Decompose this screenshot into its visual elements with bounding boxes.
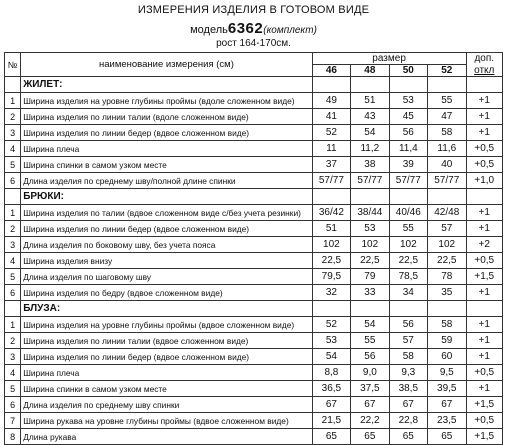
size-value: 38 [351, 157, 389, 173]
model-line [0, 20, 507, 37]
table-row [5, 397, 503, 413]
size-value: 22,2 [351, 413, 389, 429]
section-num-cell [5, 189, 21, 205]
size-value: 54 [351, 317, 389, 333]
section-empty-cell [389, 301, 427, 317]
size-value: 65 [428, 429, 466, 445]
table-row [5, 93, 503, 109]
col-header-dop: доп. [466, 53, 502, 65]
measurement-name: Ширина спинки в самом узком месте [21, 381, 312, 397]
size-value: 22,5 [389, 253, 427, 269]
section-empty-cell [466, 77, 502, 93]
section-empty-cell [351, 189, 389, 205]
row-number: 2 [5, 109, 21, 125]
size-value: 58 [428, 317, 466, 333]
size-value: 57/77 [428, 173, 466, 189]
section-num-cell [5, 301, 21, 317]
size-value: 51 [312, 221, 350, 237]
size-value: 67 [351, 397, 389, 413]
measurement-name: Длина рукава [21, 429, 312, 445]
row-number: 1 [5, 93, 21, 109]
size-value: 32 [312, 285, 350, 301]
row-number: 7 [5, 413, 21, 429]
col-header-num: № [5, 53, 21, 77]
col-header-name: наименование измерения (см) [21, 53, 312, 77]
size-value: 36/42 [312, 205, 350, 221]
size-value: 55 [351, 333, 389, 349]
measurement-name: Длина изделия по среднему шву/полной длине спинки [21, 173, 312, 189]
row-number: 3 [5, 237, 21, 253]
size-value: 21,5 [312, 413, 350, 429]
tolerance-value: +1 [466, 205, 502, 221]
table-row [5, 333, 503, 349]
measurement-name: Ширина плеча [21, 365, 312, 381]
size-value: 11,2 [351, 141, 389, 157]
size-value: 78 [428, 269, 466, 285]
size-value: 47 [428, 109, 466, 125]
section-empty-cell [466, 301, 502, 317]
size-value: 33 [351, 285, 389, 301]
size-value: 43 [351, 109, 389, 125]
measurement-name: Ширина изделия по линии талии (вдвое сложенном виде) [21, 333, 312, 349]
measurement-name: Длина изделия по боковому шву, без учета пояса [21, 237, 312, 253]
size-value: 37 [312, 157, 350, 173]
section-empty-cell [312, 77, 350, 93]
table-row [5, 221, 503, 237]
measurement-name: Ширина изделия по талии (вдвое сложенном виде с/без учета резинки) [21, 205, 312, 221]
table-row [5, 269, 503, 285]
row-number: 1 [5, 205, 21, 221]
table-row [5, 237, 503, 253]
table-row [5, 157, 503, 173]
tolerance-value: +0,5 [466, 253, 502, 269]
measurement-name: Ширина рукава на уровне глубины проймы (вдвое сложенном виде) [21, 413, 312, 429]
table-row [5, 365, 503, 381]
table-row [5, 317, 503, 333]
table-row [5, 125, 503, 141]
tolerance-value: +1 [466, 109, 502, 125]
size-value: 22,5 [428, 253, 466, 269]
tolerance-value: +0,5 [466, 365, 502, 381]
size-value: 36,5 [312, 381, 350, 397]
size-header: 50 [389, 65, 427, 77]
size-value: 38/44 [351, 205, 389, 221]
table-row [5, 285, 503, 301]
tolerance-value: +1 [466, 381, 502, 397]
size-value: 60 [428, 349, 466, 365]
size-value: 56 [351, 349, 389, 365]
size-value: 67 [428, 397, 466, 413]
size-value: 57 [428, 221, 466, 237]
size-value: 39 [389, 157, 427, 173]
size-value: 51 [351, 93, 389, 109]
table-row [5, 381, 503, 397]
section-empty-cell [389, 189, 427, 205]
size-value: 79,5 [312, 269, 350, 285]
tolerance-value: +1,5 [466, 429, 502, 445]
measurements-table [4, 52, 503, 445]
tolerance-value: +1,5 [466, 397, 502, 413]
size-value: 40/46 [389, 205, 427, 221]
row-number: 8 [5, 429, 21, 445]
size-value: 45 [389, 109, 427, 125]
measurement-name: Ширина изделия на уровне глубины проймы (вдвое сложенном виде) [21, 317, 312, 333]
size-value: 42/48 [428, 205, 466, 221]
row-number: 3 [5, 349, 21, 365]
size-value: 65 [389, 429, 427, 445]
size-value: 52 [312, 125, 350, 141]
section-empty-cell [428, 189, 466, 205]
size-value: 59 [428, 333, 466, 349]
tolerance-value: +1 [466, 317, 502, 333]
col-header-size: размер [312, 53, 466, 65]
table-row [5, 141, 503, 157]
model-number: 6362 [227, 20, 264, 37]
document-title: ИЗМЕРЕНИЯ ИЗДЕЛИЯ В ГОТОВОМ ВИДЕ [137, 4, 370, 16]
tolerance-value: +1 [466, 285, 502, 301]
row-number: 4 [5, 141, 21, 157]
size-value: 57 [389, 333, 427, 349]
size-value: 35 [428, 285, 466, 301]
size-value: 58 [389, 349, 427, 365]
measurement-name: Длина изделия по шаговому шву [21, 269, 312, 285]
measurement-name: Ширина изделия внизу [21, 253, 312, 269]
row-number: 5 [5, 269, 21, 285]
size-value: 9,5 [428, 365, 466, 381]
measurement-name: Ширина спинки в самом узком месте [21, 157, 312, 173]
size-value: 67 [389, 397, 427, 413]
section-row [5, 189, 503, 205]
size-value: 65 [312, 429, 350, 445]
size-value: 39,5 [428, 381, 466, 397]
section-row [5, 301, 503, 317]
tolerance-value: +2 [466, 237, 502, 253]
size-value: 41 [312, 109, 350, 125]
col-header-dop2: откл [466, 65, 502, 77]
size-value: 102 [312, 237, 350, 253]
size-value: 37,5 [351, 381, 389, 397]
size-value: 11 [312, 141, 350, 157]
measurement-name: Ширина изделия по линии бедер (вдвое сложенном виде) [21, 125, 312, 141]
size-value: 9,0 [351, 365, 389, 381]
table-row [5, 205, 503, 221]
section-empty-cell [466, 189, 502, 205]
size-value: 9,3 [389, 365, 427, 381]
size-value: 22,5 [351, 253, 389, 269]
size-value: 34 [389, 285, 427, 301]
table-row [5, 109, 503, 125]
tolerance-value: +1,5 [466, 269, 502, 285]
size-value: 58 [428, 125, 466, 141]
section-title: БЛУЗА: [21, 301, 312, 317]
size-value: 23,5 [428, 413, 466, 429]
size-value: 55 [428, 93, 466, 109]
measurement-name: Ширина изделия по линии бедер (вдвое сложенном виде) [21, 349, 312, 365]
size-value: 22,8 [389, 413, 427, 429]
row-number: 6 [5, 173, 21, 189]
table-row [5, 173, 503, 189]
tolerance-value: +1,0 [466, 173, 502, 189]
size-value: 53 [389, 93, 427, 109]
size-value: 49 [312, 93, 350, 109]
size-value: 54 [312, 349, 350, 365]
size-value: 56 [389, 125, 427, 141]
row-number: 3 [5, 125, 21, 141]
row-number: 2 [5, 333, 21, 349]
model-suffix: (комплект) [263, 25, 317, 36]
size-value: 55 [389, 221, 427, 237]
size-value: 57/77 [312, 173, 350, 189]
size-value: 65 [351, 429, 389, 445]
table-row [5, 413, 503, 429]
tolerance-value: +1 [466, 349, 502, 365]
section-empty-cell [351, 77, 389, 93]
measurement-name: Ширина изделия по линии талии (вдоле сложенном виде) [21, 109, 312, 125]
row-number: 1 [5, 317, 21, 333]
section-empty-cell [428, 77, 466, 93]
row-number: 5 [5, 157, 21, 173]
section-empty-cell [428, 301, 466, 317]
table-row [5, 253, 503, 269]
measurement-name: Длина изделия по среднему шву спинки [21, 397, 312, 413]
measurement-name: Ширина изделия по бедру (вдвое сложенном виде) [21, 285, 312, 301]
tolerance-value: +1 [466, 93, 502, 109]
row-number: 6 [5, 397, 21, 413]
tolerance-value: +1 [466, 333, 502, 349]
measurement-name: Ширина плеча [21, 141, 312, 157]
size-value: 38,5 [389, 381, 427, 397]
size-value: 78,5 [389, 269, 427, 285]
size-header: 46 [312, 65, 350, 77]
section-title: БРЮКИ: [21, 189, 312, 205]
size-header: 52 [428, 65, 466, 77]
tolerance-value: +1 [466, 221, 502, 237]
row-number: 5 [5, 381, 21, 397]
size-value: 53 [351, 221, 389, 237]
size-value: 56 [389, 317, 427, 333]
size-value: 102 [351, 237, 389, 253]
size-value: 57/77 [389, 173, 427, 189]
section-empty-cell [351, 301, 389, 317]
section-empty-cell [312, 301, 350, 317]
size-value: 57/77 [351, 173, 389, 189]
table-row [5, 349, 503, 365]
tolerance-value: +0,5 [466, 141, 502, 157]
size-header: 48 [351, 65, 389, 77]
size-value: 79 [351, 269, 389, 285]
size-value: 52 [312, 317, 350, 333]
row-number: 6 [5, 285, 21, 301]
section-num-cell [5, 77, 21, 93]
height-note: рост 164-170см. [216, 38, 291, 49]
size-value: 11,4 [389, 141, 427, 157]
tolerance-value: +1 [466, 125, 502, 141]
size-value: 11,6 [428, 141, 466, 157]
size-value: 102 [428, 237, 466, 253]
size-value: 53 [312, 333, 350, 349]
row-number: 4 [5, 365, 21, 381]
size-value: 67 [312, 397, 350, 413]
row-number: 2 [5, 221, 21, 237]
tolerance-value: +0,5 [466, 157, 502, 173]
size-value: 54 [351, 125, 389, 141]
section-row [5, 77, 503, 93]
measurement-name: Ширина изделия по линии бедер (вдвое сложенном виде) [21, 221, 312, 237]
section-title: ЖИЛЕТ: [21, 77, 312, 93]
size-value: 40 [428, 157, 466, 173]
size-value: 22,5 [312, 253, 350, 269]
tolerance-value: +0,5 [466, 413, 502, 429]
section-empty-cell [389, 77, 427, 93]
row-number: 4 [5, 253, 21, 269]
section-empty-cell [312, 189, 350, 205]
model-label: модель [190, 24, 228, 36]
measurement-name: Ширина изделия на уровне глубины проймы (вдоле сложенном виде) [21, 93, 312, 109]
size-value: 8,8 [312, 365, 350, 381]
table-row [5, 429, 503, 445]
size-value: 102 [389, 237, 427, 253]
